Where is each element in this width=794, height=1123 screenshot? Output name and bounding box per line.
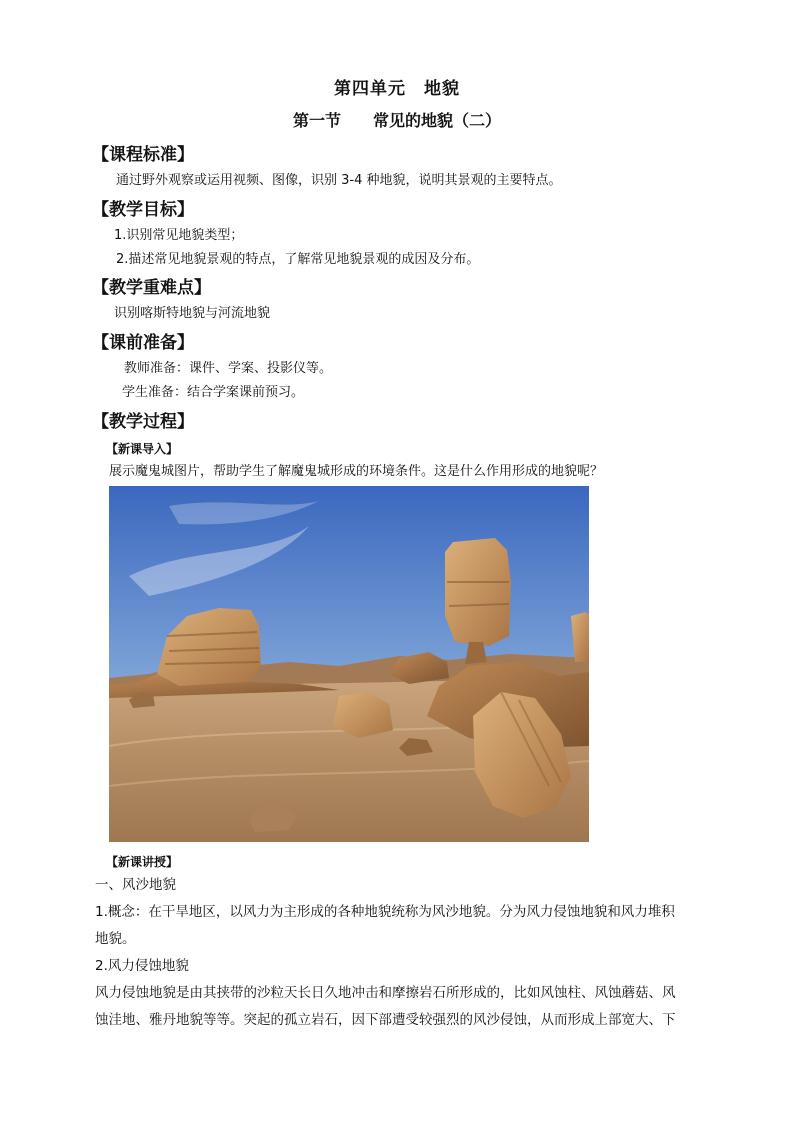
concept-line-2: 地貌。 — [95, 931, 136, 947]
erosion-line-2: 蚀洼地、雅丹地貌等等。突起的孤立岩石，因下部遭受较强烈的风沙侵蚀，从而形成上部宽大、下 — [95, 1012, 676, 1028]
concept-line-1: 1.概念：在干旱地区，以风力为主形成的各种地貌统称为风沙地貌。分为风力侵蚀地貌和风力堆积 — [95, 904, 675, 920]
erosion-heading: 2.风力侵蚀地貌 — [95, 958, 189, 974]
heading-goals: 【教学目标】 — [92, 200, 194, 220]
intro-text: 展示魔鬼城图片，帮助学生了解魔鬼城形成的环境条件。这是什么作用形成的地貌呢？ — [109, 464, 604, 479]
goal-item-1: 1.识别常见地貌类型； — [114, 228, 244, 243]
heading-process: 【教学过程】 — [92, 412, 194, 432]
wind-heading: 一、风沙地貌 — [95, 877, 176, 893]
heading-standard: 【课程标准】 — [92, 145, 194, 165]
prep-student: 学生准备：结合学案课前预习。 — [122, 385, 305, 400]
photo-illustration — [109, 486, 589, 842]
prep-teacher: 教师准备：课件、学案、投影仪等。 — [124, 361, 333, 376]
keypoints-text: 识别喀斯特地貌与河流地貌 — [114, 306, 271, 321]
intro-label: 【新课导入】 — [106, 442, 179, 456]
unit-title: 第四单元 地貌 — [334, 79, 460, 99]
goal-item-2: 2.描述常见地貌景观的特点，了解常见地貌景观的成因及分布。 — [116, 252, 480, 267]
heading-keypoints: 【教学重难点】 — [92, 278, 211, 298]
desert-landscape-photo — [109, 486, 589, 842]
erosion-line-1: 风力侵蚀地貌是由其挟带的沙粒天长日久地冲击和摩擦岩石所形成的，比如风蚀柱、风蚀蘑菇、风 — [95, 985, 676, 1001]
standard-text: 通过野外观察或运用视频、图像，识别 3-4 种地貌，说明其景观的主要特点。 — [116, 173, 562, 188]
lecture-label: 【新课讲授】 — [106, 855, 179, 869]
heading-prep: 【课前准备】 — [92, 333, 194, 353]
section-title: 第一节 常见的地貌（二） — [292, 111, 501, 130]
